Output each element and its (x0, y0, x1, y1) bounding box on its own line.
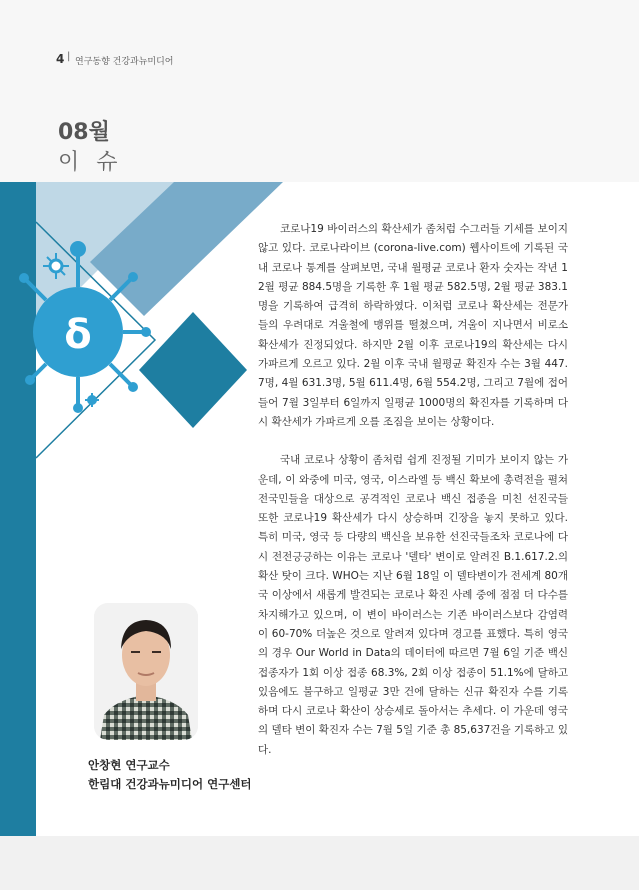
header-separator: | (67, 51, 71, 62)
footer-band (0, 836, 639, 890)
tiny-virus-icon (85, 393, 99, 407)
issue-month: 08월 (58, 120, 110, 145)
publication-label: 연구동향 건강과뉴미디어 (75, 57, 174, 67)
decorative-figure (0, 182, 290, 482)
diamond-shape (139, 312, 247, 428)
author-affiliation: 한림대 건강과뉴미디어 연구센터 (88, 777, 252, 791)
article-paragraph: 국내 코로나 상황이 좀처럼 쉽게 진정될 기미가 보이지 않는 가운데, 이 와중에 미국, 영국, 이스라엘 등 백신 확보에 총력전을 펼쳐 전국민들을 대상으로 공격적인 코로나 백신 접종을 미친 선진국들 또한 코로나19 확산세가 다시 상승하며 긴장을 놓지 못하고 있다. 특히 미국, 영국 등 다량의 백신을 보유한 선진국들조차 코로나에 다시 전전긍긍하는 이유는 코로나 '델타' 변이로 알려진 B.1.617.2.의 확산 탓이 크다. WHO는 지난 6월 18일 이 델타변이가 전세계 80개국 이상에서 새롭게 발견되는 코로나 확진 사례 중에 점점 더 다수를 차지해가고 있으며, 이 변이 바이러스는 기존 바이러스보다 감염력이 60-70% 더높은 것으로 알려져 있다며 경고를 표했다. 특히 영국의 경우 Our World in Data의 데이터에 따르면 7월 6일 기준 백신 접종자가 1회 이상 접종 68.3%, 2회 이상 접종이 51.1%에 달하고 있음에도 불구하고 일평균 3만 건에 달하는 신규 확진자 수를 기록하며 다시 코로나 확산이 상승세로 돌아서는 추세다. 이 가운데 영국의 델타 변이 확진자 수는 7월 5일 기준 총 85,637건을 기록하고 있다. (258, 454, 568, 756)
article-paragraph: 코로나19 바이러스의 확산세가 좀처럼 수그러들 기세를 보이지 않고 있다. 코로나라이브 (corona-live.com) 웹사이트에 기록된 국내 코로나 통계를 살펴보면, 국내 월평균 코로나 환자 숫자는 작년 12월 평균 884.5명을 기록한 후 1월 평균 582.5명, 2월 평균 383.1명을 기록하여 급격히 하락하였다. 이처럼 코로나 확산세는 전문가들의 우려대로 겨울철에 맹위를 떨쳤으며, 겨울이 지나면서 비로소 확산세가 진정되었다. 하지만 2월 이후 코로나19의 확산세는 다시 가파르게 오르고 있다. 2월 이후 국내 월평균 확진자 수는 3월 447.7명, 4월 631.3명, 5월 611.4명, 6월 554.2명, 그리고 7월에 접어들어 7월 3일부터 6일까지 일평균 1000명의 확진자를 기록하며 다시 확산세가 가파르게 오를 조짐을 보이는 상황이다. (258, 223, 568, 428)
section-title: 이 슈 (58, 150, 123, 175)
delta-symbol: δ (64, 312, 92, 358)
article-body (258, 220, 568, 760)
author-name: 안창현 연구교수 (88, 758, 170, 772)
page-number: 4 (56, 52, 65, 66)
author-photo (94, 603, 198, 740)
